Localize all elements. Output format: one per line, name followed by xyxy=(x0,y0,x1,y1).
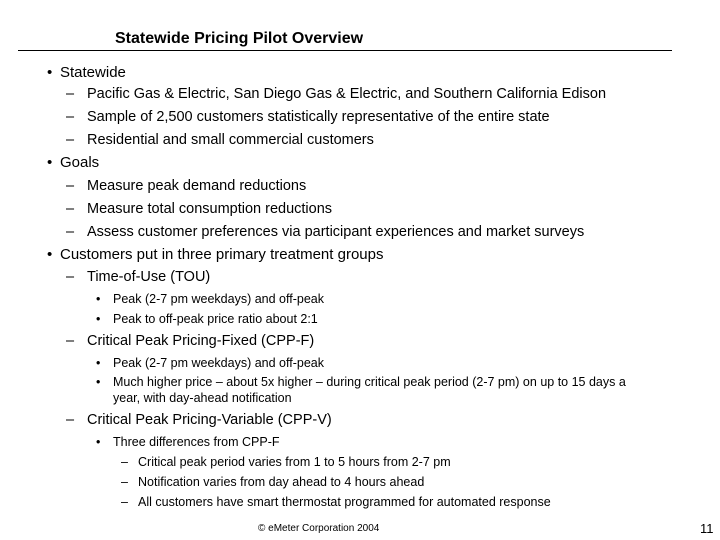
bullet-statewide: Statewide xyxy=(60,64,126,81)
cpp-f-price: Much higher price – about 5x higher – during critical peak period (2-7 pm) on up to 15 days a xyxy=(113,375,626,389)
bullet-marker: • xyxy=(47,246,53,263)
cpp-f-price-continued: year, with day-ahead notification xyxy=(113,391,292,405)
cpp-f-peak: Peak (2-7 pm weekdays) and off-peak xyxy=(113,356,324,370)
dash-marker: – xyxy=(66,86,75,102)
dash-marker: – xyxy=(121,495,128,509)
page-number: 11 xyxy=(700,521,714,536)
slide-title: Statewide Pricing Pilot Overview xyxy=(115,30,364,47)
dash-marker: – xyxy=(66,224,75,240)
dash-marker: – xyxy=(66,178,75,194)
tou-ratio: Peak to off-peak price ratio about 2:1 xyxy=(113,312,318,326)
dash-marker: – xyxy=(66,269,75,285)
cpp-v-differences: Three differences from CPP-F xyxy=(113,435,280,449)
sub-bullet-consumption: Measure total consumption reductions xyxy=(87,201,333,217)
dash-marker: – xyxy=(66,412,75,428)
tou-peak: Peak (2-7 pm weekdays) and off-peak xyxy=(113,292,324,306)
dash-marker: – xyxy=(66,333,75,349)
small-bullet-marker: • xyxy=(96,292,101,306)
small-bullet-marker: • xyxy=(96,312,101,326)
small-bullet-marker: • xyxy=(96,356,101,370)
title-underline xyxy=(18,50,672,51)
dash-marker: – xyxy=(66,132,75,148)
sub-bullet-peak-demand: Measure peak demand reductions xyxy=(87,178,307,194)
dash-marker: – xyxy=(121,475,128,489)
cpp-v-notification: Notification varies from day ahead to 4 hours ahead xyxy=(138,475,425,489)
cpp-v-thermostat: All customers have smart thermostat programmed for automated response xyxy=(138,495,551,509)
sub-bullet-customers: Residential and small commercial customers xyxy=(87,132,374,148)
cpp-v-period: Critical peak period varies from 1 to 5 hours from 2-7 pm xyxy=(138,455,451,469)
bullet-marker: • xyxy=(47,64,53,81)
sub-bullet-cpp-v: Critical Peak Pricing-Variable (CPP-V) xyxy=(87,412,332,428)
bullet-marker: • xyxy=(47,154,53,171)
small-bullet-marker: • xyxy=(96,435,101,449)
sub-bullet-utilities: Pacific Gas & Electric, San Diego Gas & Electric, and Southern California Edison xyxy=(87,86,607,102)
dash-marker: – xyxy=(66,201,75,217)
footer-copyright: © eMeter Corporation 2004 xyxy=(258,523,380,534)
sub-bullet-preferences: Assess customer preferences via participant experiences and market surveys xyxy=(87,224,585,240)
bullet-treatment-groups: Customers put in three primary treatment groups xyxy=(60,246,384,263)
sub-bullet-sample: Sample of 2,500 customers statistically representative of the entire state xyxy=(87,109,550,125)
sub-bullet-cpp-f: Critical Peak Pricing-Fixed (CPP-F) xyxy=(87,333,315,349)
sub-bullet-tou: Time-of-Use (TOU) xyxy=(87,269,211,285)
dash-marker: – xyxy=(121,455,128,469)
dash-marker: – xyxy=(66,109,75,125)
bullet-goals: Goals xyxy=(60,154,100,171)
small-bullet-marker: • xyxy=(96,375,101,389)
